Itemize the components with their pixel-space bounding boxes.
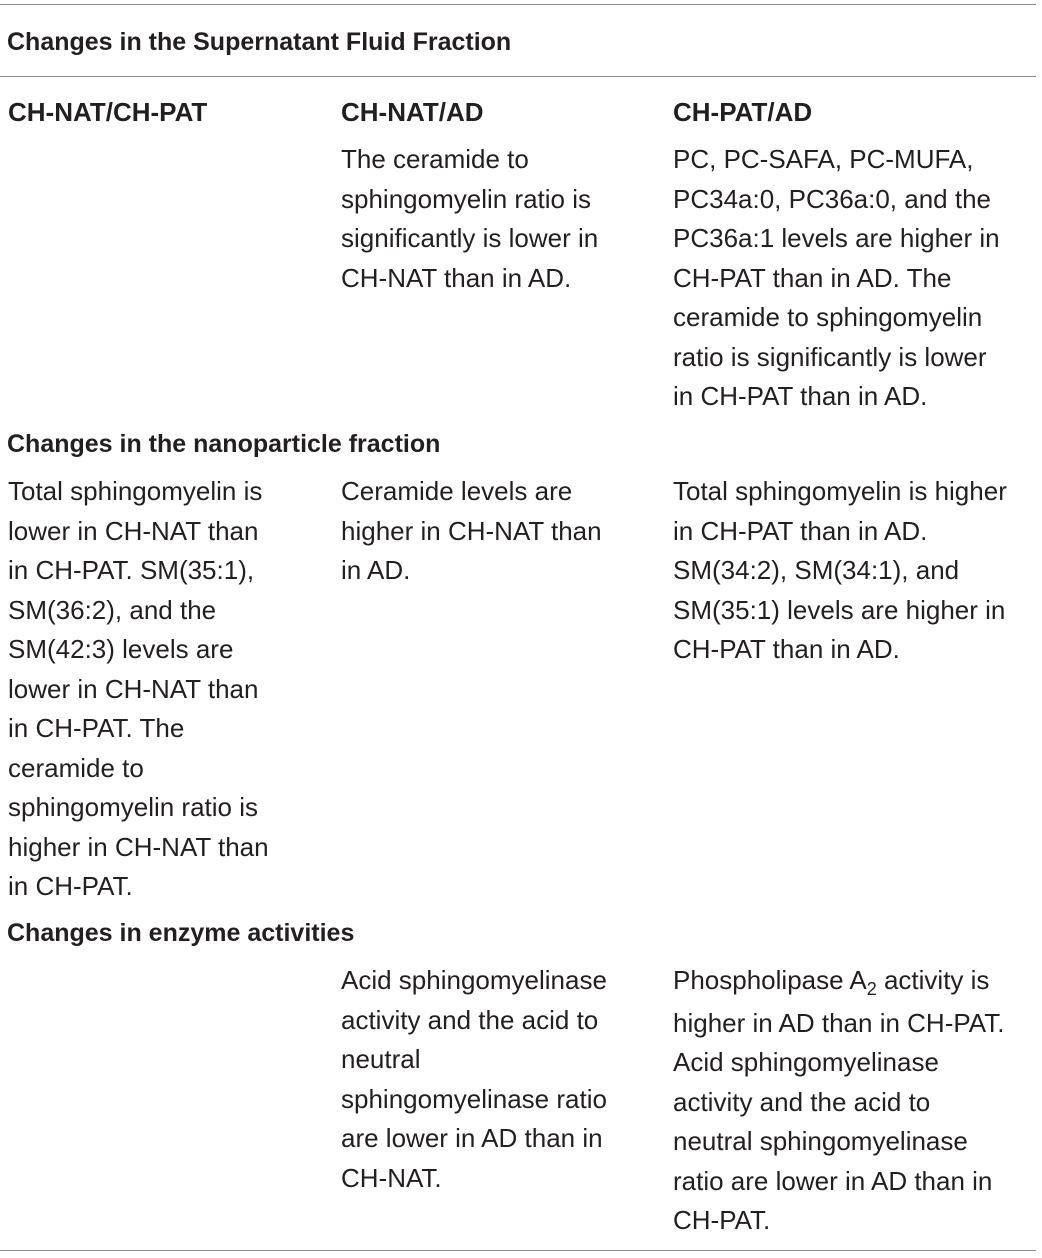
cell-line: PC34a:0, PC36a:0, and the	[673, 183, 992, 214]
mid-rule	[0, 76, 1036, 77]
top-rule	[0, 4, 1036, 5]
nanoparticle-ch-nat-ch-pat-cell	[8, 472, 269, 907]
activity-text: activity is	[876, 965, 990, 995]
cell-line: higher in CH-NAT than	[8, 831, 269, 862]
supernatant-ch-pat-ad-cell	[673, 140, 1000, 417]
column-header-ch-nat-ch-pat: CH-NAT/CH-PAT	[8, 97, 208, 127]
section-title-supernatant: Changes in the Supernatant Fluid Fraction	[7, 28, 512, 56]
cell-line: CH-NAT.	[341, 1162, 442, 1193]
cell-line: CH-PAT than in AD.	[673, 634, 900, 664]
cell-line: higher in CH-NAT than	[341, 515, 602, 546]
cell-line: Acid sphingomyelinase	[673, 1047, 939, 1077]
cell-line: in CH-PAT. SM(35:1),	[8, 555, 255, 585]
subscript-2: 2	[866, 979, 877, 999]
cell-line: Total sphingomyelin is higher	[673, 476, 1007, 506]
cell-line: sphingomyelinase ratio	[341, 1083, 607, 1114]
column-header-ch-nat-ad: CH-NAT/AD	[341, 97, 484, 127]
cell-line: ceramide to	[8, 752, 144, 783]
cell-line: in CH-PAT. The	[8, 713, 185, 743]
cell-line: in CH-PAT.	[8, 871, 133, 901]
cell-line: CH-NAT than in AD.	[341, 262, 572, 293]
cell-line: higher in AD than in CH-PAT.	[673, 1007, 1005, 1038]
cell-line: in CH-PAT than in AD.	[673, 515, 928, 546]
enzyme-ch-pat-ad-cell	[673, 961, 1004, 1241]
bottom-rule	[0, 1250, 1036, 1251]
cell-line: in CH-PAT than in AD.	[673, 381, 928, 411]
cell-line	[673, 961, 1004, 1004]
cell-line: ratio is significantly is lower	[673, 341, 987, 372]
cell-line: Total sphingomyelin is	[8, 476, 263, 506]
cell-line: Ceramide levels are	[341, 476, 573, 506]
cell-line: sphingomyelin ratio is	[8, 792, 259, 822]
cell-line: CH-PAT than in AD. The	[673, 262, 952, 293]
cell-line: Acid sphingomyelinase	[341, 965, 607, 995]
cell-line: PC36a:1 levels are higher in	[673, 223, 1000, 253]
phospholipase-text: Phospholipase A	[673, 965, 867, 995]
cell-line: SM(35:1) levels are higher in	[673, 594, 1006, 625]
nanoparticle-ch-pat-ad-cell	[673, 472, 1007, 670]
cell-line: are lower in AD than in	[341, 1123, 603, 1153]
cell-line: lower in CH-NAT than	[8, 673, 259, 704]
cell-line: activity and the acid to	[341, 1004, 599, 1035]
cell-line: lower in CH-NAT than	[8, 515, 259, 546]
cell-line: sphingomyelin ratio is	[341, 183, 592, 214]
column-header-ch-pat-ad: CH-PAT/AD	[673, 97, 813, 127]
cell-line: ceramide to sphingomyelin	[673, 302, 983, 332]
cell-line: in AD.	[341, 555, 411, 585]
enzyme-ch-nat-ad-cell	[341, 961, 607, 1198]
cell-line: PC, PC-SAFA, PC-MUFA,	[673, 144, 974, 174]
cell-line: activity and the acid to	[673, 1086, 931, 1117]
cell-line: neutral	[341, 1044, 421, 1074]
cell-line: The ceramide to	[341, 144, 529, 174]
cell-line: SM(36:2), and the	[8, 594, 217, 625]
cell-line: CH-PAT.	[673, 1205, 771, 1235]
cell-line: SM(42:3) levels are	[8, 634, 234, 664]
section-title-nanoparticle: Changes in the nanoparticle fraction	[7, 430, 441, 458]
cell-line: significantly is lower in	[341, 223, 599, 253]
supernatant-ch-nat-ad-cell	[341, 140, 598, 298]
section-title-enzyme: Changes in enzyme activities	[7, 919, 355, 947]
nanoparticle-ch-nat-ad-cell	[341, 472, 602, 591]
cell-line: ratio are lower in AD than in	[673, 1165, 993, 1196]
cell-line: SM(34:2), SM(34:1), and	[673, 555, 960, 585]
cell-line: neutral sphingomyelinase	[673, 1126, 968, 1156]
